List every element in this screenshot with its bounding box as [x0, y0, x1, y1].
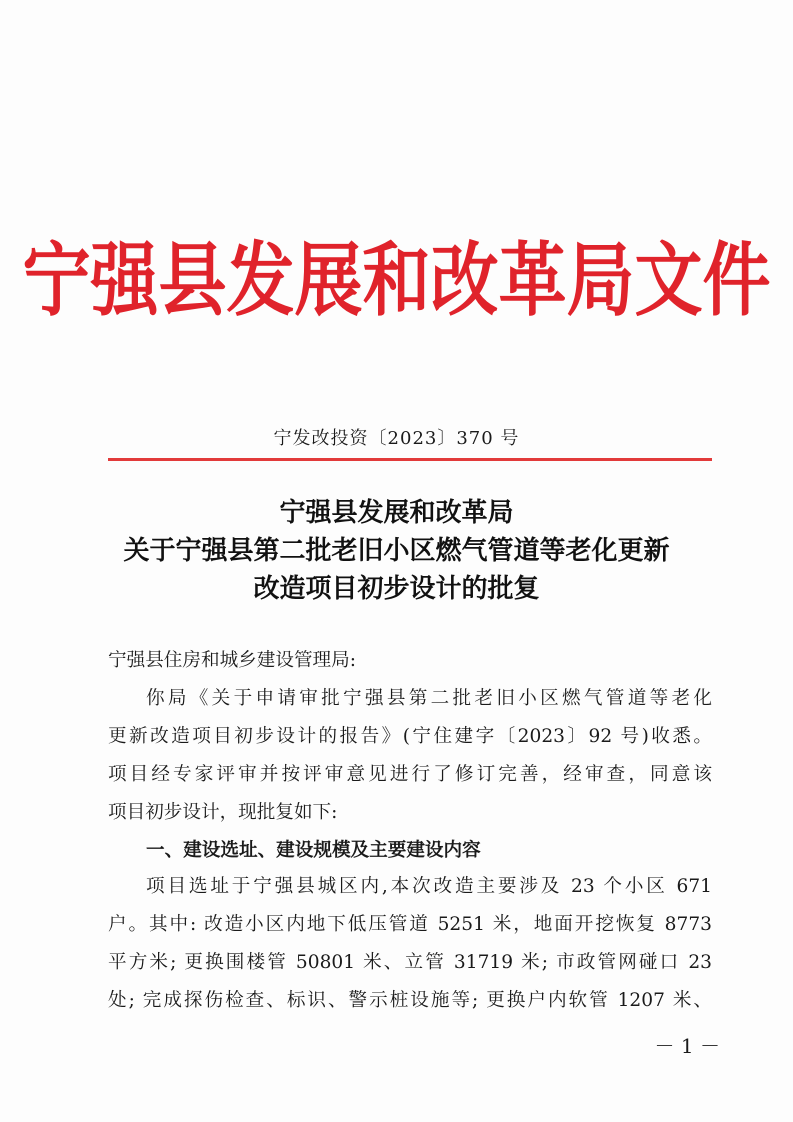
paragraph-2-line-3: 平方米; 更换围楼管 50801 米、立管 31719 米; 市政管网碰口 23	[108, 952, 712, 973]
recipient-line: 宁强县住房和城乡建设管理局:	[108, 650, 356, 671]
paragraph-2-line-1: 项目选址于宁强县城区内,本次改造主要涉及 23 个小区 671	[146, 876, 712, 897]
paragraph-2-line-2: 户。其中: 改造小区内地下低压管道 5251 米，地面开挖恢复 8773	[108, 914, 712, 935]
paragraph-1-line-4: 项目初步设计，现批复如下:	[108, 802, 338, 823]
paragraph-2-line-4: 处; 完成探伤检查、标识、警示桩设施等; 更换户内软管 1207 米、	[108, 990, 712, 1011]
red-divider-line	[108, 458, 712, 461]
section-heading-1: 一、建设选址、建设规模及主要建设内容	[146, 840, 481, 861]
paragraph-1-line-1: 你局《关于申请审批宁强县第二批老旧小区燃气管道等老化	[146, 688, 712, 709]
paragraph-1-line-2: 更新改造项目初步设计的报告》(宁住建字〔2023〕92 号)收悉。	[108, 726, 712, 747]
masthead-title: 宁强县发展和改革局文件	[22, 233, 771, 329]
paragraph-1-line-3: 项目经专家评审并按评审意见进行了修订完善，经审查，同意该	[108, 764, 712, 785]
title-line-3: 改造项目初步设计的批复	[253, 574, 540, 604]
title-line-1: 宁强县发展和改革局	[279, 498, 514, 528]
page-number: － 1 －	[654, 1034, 720, 1058]
document-number: 宁发改投资〔2023〕370 号	[273, 428, 520, 449]
title-line-2: 关于宁强县第二批老旧小区燃气管道等老化更新	[123, 536, 670, 566]
